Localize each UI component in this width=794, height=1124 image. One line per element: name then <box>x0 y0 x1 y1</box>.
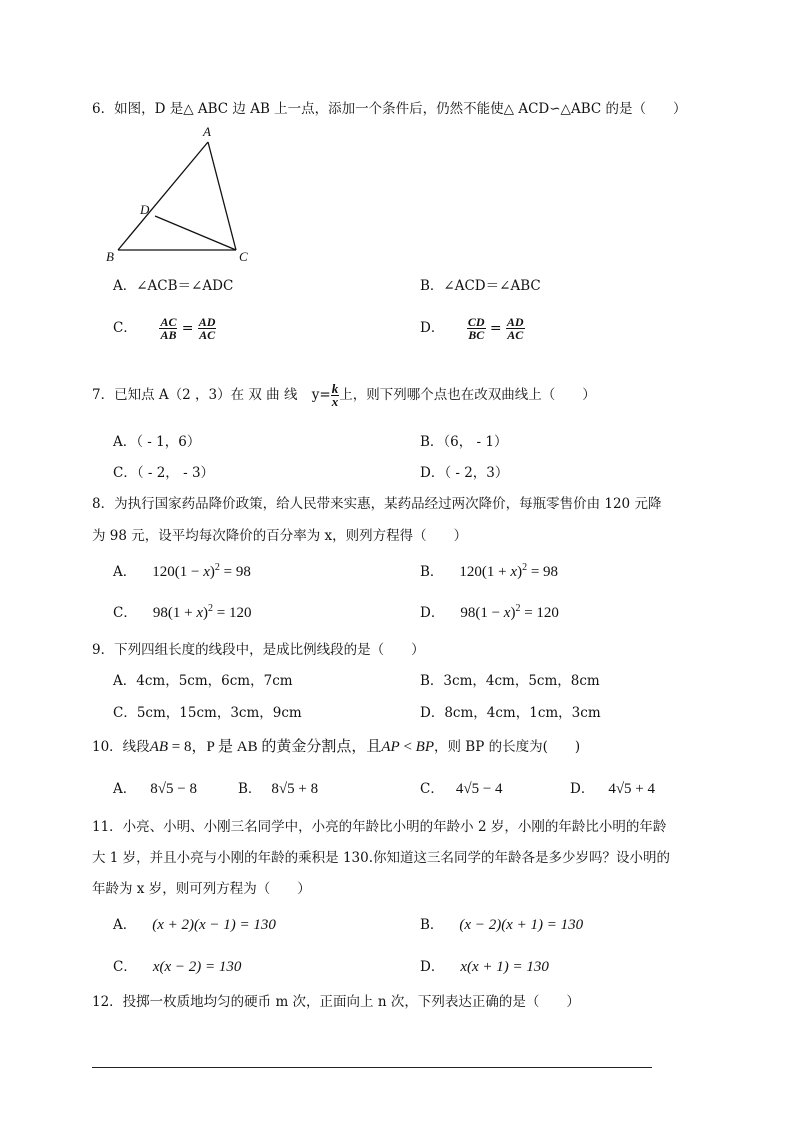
q6-c-frac2: $\frac{AD}{AC}$ <box>198 315 216 342</box>
q11-line2: 大 1 岁，并且小亮与小刚的年龄的乘积是 130.你知道这三名同学的年龄各是多少岁吗？设小明的 <box>92 850 671 866</box>
q10-option-a: A． 8√5 − 8 <box>113 781 197 797</box>
q9-option-b: B．3cm，4cm，5cm，8cm <box>420 673 600 689</box>
q11-line3: 年龄为 x 岁，则可列方程为（ ） <box>92 881 311 897</box>
q6-d-frac1: $\frac{CD}{BC}$ <box>467 315 485 342</box>
q6-stem: 6．如图，D 是△ ABC 边 AB 上一点，添加一个条件后，仍然不能使△ ACD∽△ABC 的是（ ） <box>92 101 687 117</box>
q8-option-a: A． $120(1 - x)^2 = 98$ <box>113 562 251 580</box>
q6-option-c-letter: C． <box>113 320 137 336</box>
q10-stem: 10．线段AB = 8，P 是 AB 的黄金分割点，且AP < BP，则 BP 的长度为( ) <box>92 739 581 755</box>
label-B: B <box>106 249 114 264</box>
label-D: D <box>140 202 150 217</box>
q8-line2: 为 98 元，设平均每次降价的百分率为 x，则列方程得（ ） <box>92 528 468 544</box>
q11-option-b: B． (x − 2)(x + 1) = 130 <box>420 917 584 933</box>
q7-option-a: A．（ - 1，6） <box>113 434 201 450</box>
q9-option-d: D．8cm，4cm，1cm，3cm <box>420 705 601 721</box>
q7-stem: 7．已知点 A（2 ，3）在 双 曲 线 y= $\frac{k}{x}$ 上，则下列哪个点也在改双曲线上（ ） <box>92 381 596 409</box>
q6-option-b: B．∠ACD＝∠ABC <box>420 278 541 294</box>
q7-k-over-x: $\frac{k}{x}$ <box>331 381 339 409</box>
q7-option-b: B．（6， - 1） <box>420 434 508 450</box>
triangle-figure <box>100 122 270 267</box>
q8-line1: 8．为执行国家药品降价政策，给人民带来实惠，某药品经过两次降价，每瓶零售价由 120 元降 <box>92 496 662 512</box>
q8-option-c: C． $98(1 + x)^2 = 120$ <box>113 603 252 621</box>
q11-line1: 11．小亮、小明、小刚三名同学中，小亮的年龄比小明的年龄小 2 岁，小刚的年龄比小明的年龄 <box>92 819 667 835</box>
q6-option-a: A．∠ACB＝∠ADC <box>113 278 234 294</box>
q6-c-frac1: $\frac{AC}{AB}$ <box>160 315 177 342</box>
q11-option-c: C． x(x − 2) = 130 <box>113 959 242 975</box>
q8-option-b: B． $120(1 + x)^2 = 98$ <box>420 562 559 580</box>
label-A: A <box>203 124 211 139</box>
q11-option-d: D． x(x + 1) = 130 <box>420 959 549 975</box>
q11-option-a: A． (x + 2)(x − 1) = 130 <box>113 917 276 933</box>
q6-d-frac2: $\frac{AD}{AC}$ <box>506 315 524 342</box>
q7-option-c: C．（ - 2， - 3） <box>113 465 215 481</box>
q6-option-d: D． $\frac{CD}{BC}$ = $\frac{AD}{AC}$ <box>420 315 524 342</box>
q9-option-a: A．4cm，5cm，6cm，7cm <box>113 673 293 689</box>
q12-stem: 12．投掷一枚质地均匀的硬币 m 次，正面向上 n 次，下列表达正确的是（ ） <box>92 994 580 1010</box>
q6-option-d-letter: D． <box>420 320 445 336</box>
footer-divider <box>92 1067 652 1068</box>
q9-option-c: C．5cm，15cm，3cm，9cm <box>113 705 302 721</box>
q7-option-d: D．（ - 2，3） <box>420 465 509 481</box>
q8-option-d: D． $98(1 - x)^2 = 120$ <box>420 603 559 621</box>
q10-option-b: B． 8√5 + 8 <box>238 781 319 797</box>
label-C: C <box>239 249 248 264</box>
q10-option-c: C． 4√5 − 4 <box>420 781 503 797</box>
q6-option-c: C． $\frac{AC}{AB}$ = $\frac{AD}{AC}$ <box>113 315 216 342</box>
q10-option-d: D． 4√5 + 4 <box>570 781 656 797</box>
q9-stem: 9．下列四组长度的线段中，是成比例线段的是（ ） <box>92 642 425 658</box>
